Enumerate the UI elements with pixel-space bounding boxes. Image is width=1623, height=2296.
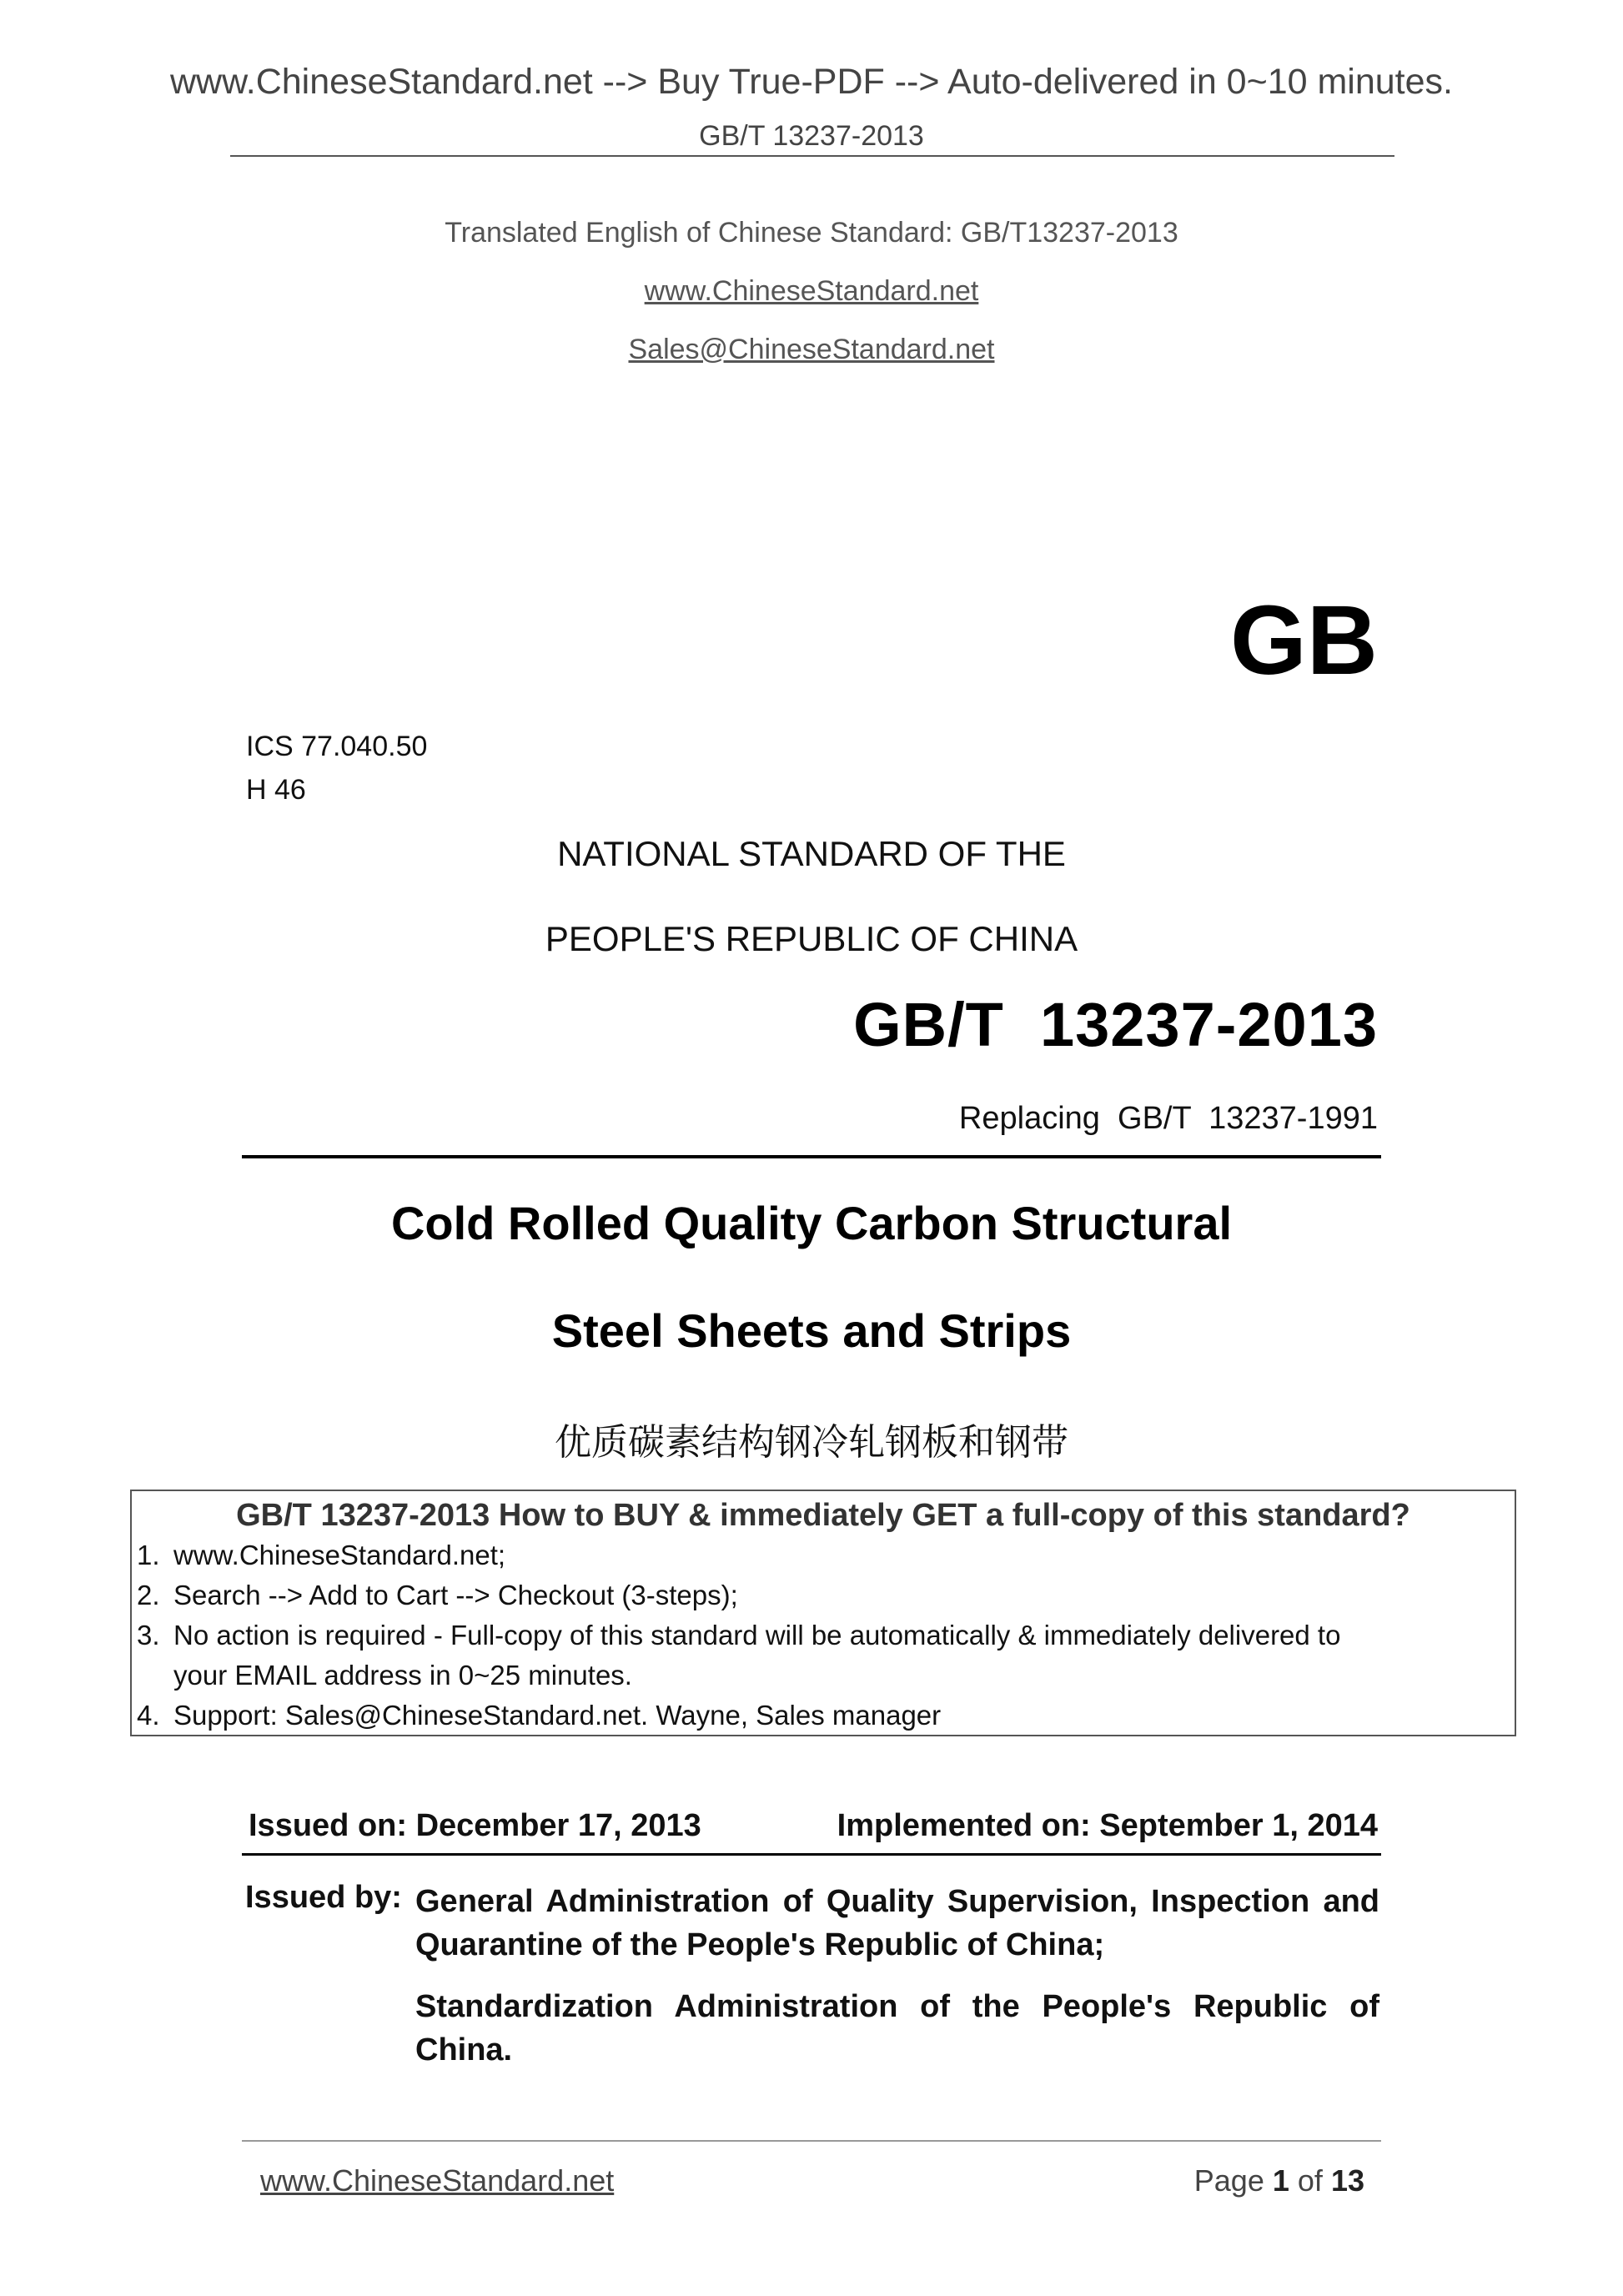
page-prefix: Page <box>1193 2163 1264 2198</box>
step-text: Search --> Add to Cart --> Checkout (3-steps); <box>173 1580 738 1610</box>
step-number: 2. <box>137 1580 160 1610</box>
page-number <box>1194 2163 1364 2198</box>
step-text[interactable]: www.ChineseStandard.net; <box>173 1540 506 1570</box>
header-banner: www.ChineseStandard.net --> Buy True-PDF --> Auto-delivered in 0~10 minutes. <box>169 62 1453 102</box>
implemented-on-date: Implemented on: September 1, 2014 <box>837 1808 1378 1843</box>
buy-heading: GB/T 13237-2013 How to BUY & immediately GET a full-copy of this standard? <box>236 1498 1410 1533</box>
gb-logo: GB <box>1230 585 1378 696</box>
buy-instructions-box <box>130 1490 1516 1736</box>
ccs-code: H 46 <box>246 774 306 806</box>
page-current: 1 <box>1272 2163 1289 2198</box>
step-number: 4. <box>137 1700 160 1731</box>
buy-step <box>137 1540 505 1571</box>
national-standard-line2: PEOPLE'S REPUBLIC OF CHINA <box>545 919 1078 958</box>
header-divider <box>230 155 1394 157</box>
step-number: 3. <box>137 1620 160 1650</box>
ics-code: ICS 77.040.50 <box>246 731 428 762</box>
header-standard-code: GB/T 13237-2013 <box>699 120 924 152</box>
translated-note: Translated English of Chinese Standard: GB/T13237-2013 <box>445 217 1178 249</box>
buy-step <box>137 1620 1340 1651</box>
document-title-chinese: 优质碳素结构钢冷轧钢板和钢带 <box>555 1421 1068 1464</box>
title-divider <box>242 1155 1381 1158</box>
step-text: No action is required - Full-copy of this standard will be automatically & immediately delivered to <box>173 1620 1341 1650</box>
issuer-sac: Standardization Administration of the People's Republic of China. <box>415 1989 1379 2067</box>
issuer-aqsiq: General Administration of Quality Supervision, Inspection and Quarantine of the People's Republic of China; <box>415 1884 1379 1962</box>
step-number: 1. <box>137 1540 160 1570</box>
national-standard-line1: NATIONAL STANDARD OF THE <box>557 834 1066 873</box>
issued-on-date: Issued on: December 17, 2013 <box>249 1808 701 1843</box>
page-total: 13 <box>1330 2163 1364 2198</box>
replacing-standard: Replacing GB/T 13237-1991 <box>958 1101 1378 1136</box>
page-of: of <box>1297 2163 1323 2198</box>
footer-divider <box>242 2140 1381 2142</box>
footer-site-link[interactable]: www.ChineseStandard.net <box>260 2163 615 2198</box>
buy-step <box>137 1580 738 1611</box>
standard-number: GB/T 13237-2013 <box>853 990 1378 1059</box>
document-title-line1: Cold Rolled Quality Carbon Structural <box>390 1197 1233 1249</box>
email-link[interactable]: Sales@ChineseStandard.net <box>628 334 995 365</box>
document-title-line2: Steel Sheets and Strips <box>551 1304 1072 1357</box>
step-text-continued: your EMAIL address in 0~25 minutes. <box>173 1660 632 1691</box>
issue-divider <box>242 1853 1381 1856</box>
site-link[interactable]: www.ChineseStandard.net <box>644 275 979 307</box>
buy-step <box>137 1700 941 1731</box>
issued-by-label: Issued by: <box>245 1880 402 1915</box>
step-text: Support: Sales@ChineseStandard.net. Wayne, Sales manager <box>173 1700 942 1731</box>
